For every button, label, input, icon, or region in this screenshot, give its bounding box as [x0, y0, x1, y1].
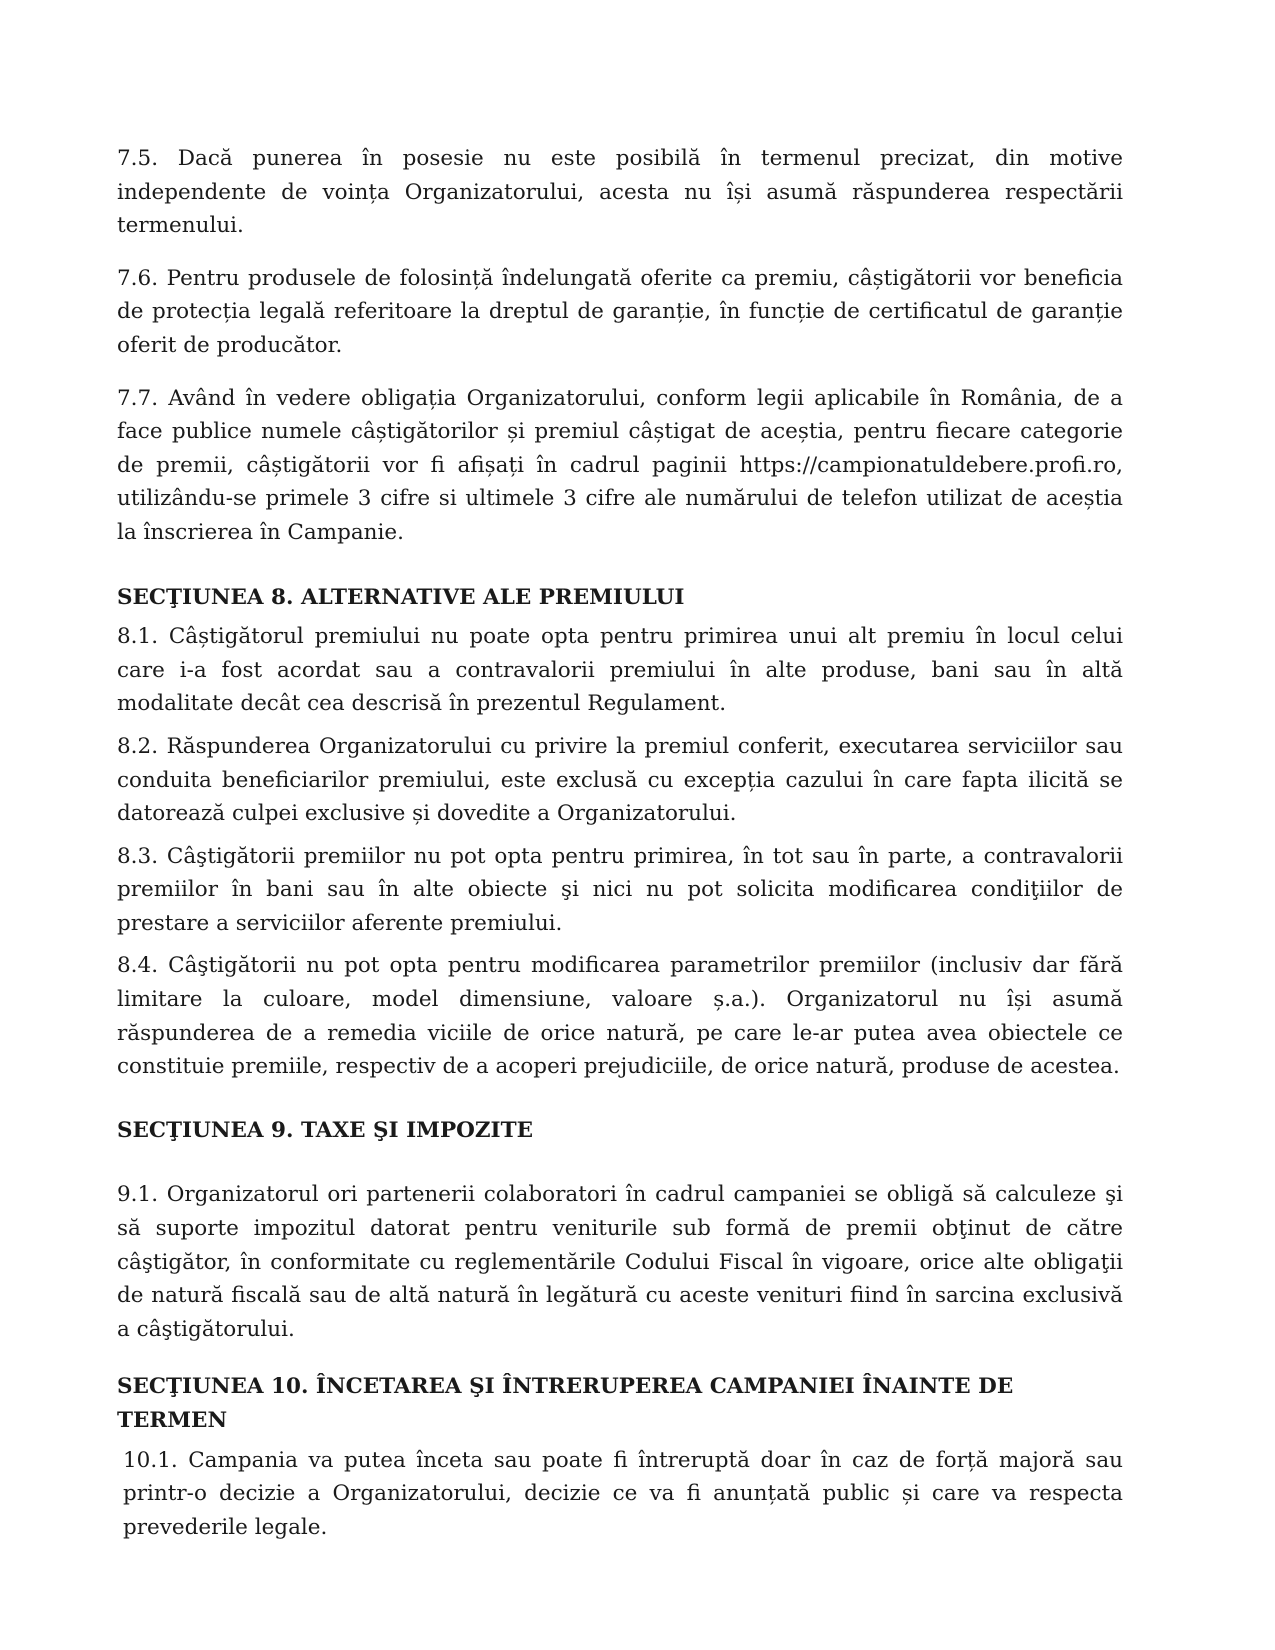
paragraph-7-6: 7.6. Pentru produsele de folosință îndelungată oferite ca premiu, câștigătorii vor beneficia de protecția legală referitoare la dreptul de garanție, în funcție de certificatul de garanție oferit de producător.: [117, 265, 1123, 358]
document-page: [117, 142, 1123, 1544]
paragraph-8-4: 8.4. Câştigătorii nu pot opta pentru modificarea parametrilor premiilor (inclusiv dar fără limitare la culoare, model dimensiune, valoare ș.a.). Organizatorul nu își asumă răspunderea de a remedia viciile de orice natură, pe care le-ar putea avea obiectele ce constituie premiile, respectiv de a acoperi prejudiciile, de orice natură, produse de acestea.: [117, 953, 1123, 1080]
paragraph-8-2: 8.2. Răspunderea Organizatorului cu privire la premiul conferit, executarea serviciilor sau conduita beneficiarilor premiului, este exclusă cu excepția cazului în care fapta ilicită se datorează culpei exclusive și dovedite a Organizatorului.: [117, 733, 1123, 827]
paragraph-8-1: 8.1. Câștigătorul premiului nu poate opta pentru primirea unui alt premiu în locul celui care i-a fost acordat sau a contravalorii premiului în alte produse, bani sau în altă modalitate decât cea descrisă în prezentul Regulament.: [117, 624, 1123, 717]
section-9-heading: SECŢIUNEA 9. TAXE ŞI IMPOZITE: [117, 1117, 533, 1143]
paragraph-7-7: 7.7. Având în vedere obligația Organizatorului, conform legii aplicabile în România, de a face publice numele câștigătorilor și premiul câștigat de aceștia, pentru fiecare categorie de premii, câștigătorii vor fi afișați în cadrul paginii https://campionatuldebere.profi.ro, utilizându-se primele 3 cifre si ultimele 3 cifre ale numărului de telefon utilizat de aceștia la înscrierea în Campanie.: [117, 385, 1123, 545]
paragraph-10-1: 10.1. Campania va putea înceta sau poate fi întreruptă doar în caz de forță majoră sau printr-o decizie a Organizatorului, decizie ce va fi anunțată public și care va respecta prevederile legale.: [123, 1447, 1123, 1540]
section-10-heading: SECŢIUNEA 10. ÎNCETAREA ŞI ÎNTRERUPEREA CAMPANIEI ÎNAINTE DE TERMEN: [117, 1374, 1014, 1433]
section-8-heading: SECŢIUNEA 8. ALTERNATIVE ALE PREMIULUI: [117, 584, 685, 610]
paragraph-8-3: 8.3. Câştigătorii premiilor nu pot opta pentru primirea, în tot sau în parte, a contravalorii premiilor în bani sau în alte obiecte şi nici nu pot solicita modificarea condiţiilor de prestare a serviciilor aferente premiului.: [117, 843, 1123, 936]
paragraph-9-1: 9.1. Organizatorul ori partenerii colaboratori în cadrul campaniei se obligă să calculeze şi să suporte impozitul datorat pentru veniturile sub formă de premii obţinut de către câştigător, în conformitate cu reglementările Codului Fiscal în vigoare, orice alte obligaţii de natură fiscală sau de altă natură în legătură cu aceste venituri fiind în sarcina exclusivă a câştigătorului.: [117, 1182, 1123, 1342]
paragraph-7-5: 7.5. Dacă punerea în posesie nu este posibilă în termenul precizat, din motive independente de voința Organizatorului, acesta nu își asumă răspunderea respectării termenului.: [117, 146, 1123, 239]
